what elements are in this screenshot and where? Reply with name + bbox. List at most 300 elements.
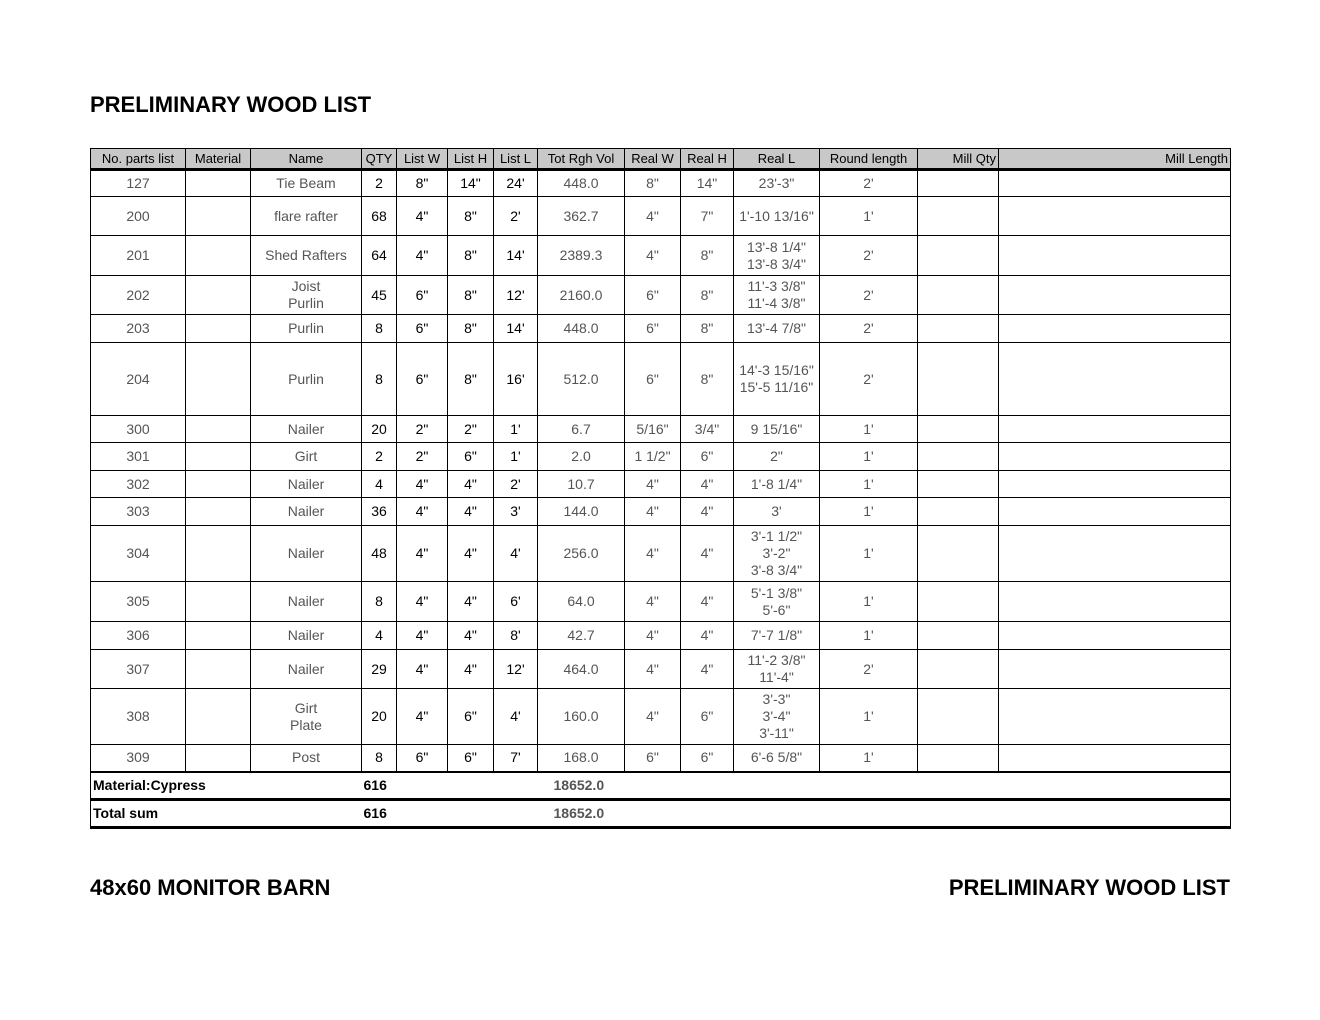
- material-cell: [186, 582, 251, 622]
- list-h-cell: 6": [448, 689, 494, 745]
- table-row: [91, 343, 1231, 416]
- part-number-cell: 301: [91, 443, 186, 471]
- table-row: [91, 622, 1231, 650]
- real-l-line: 11'-2 3/8": [747, 652, 806, 668]
- mill-qty-cell: [918, 498, 999, 526]
- round-length-cell: 1': [820, 582, 918, 622]
- real-w-cell: 4": [625, 197, 681, 236]
- mill-qty-cell: [918, 170, 999, 197]
- part-name-line: Purlin: [288, 370, 324, 387]
- mill-length-cell: [999, 276, 1231, 315]
- col-mill-length-header: Mill Length: [999, 149, 1231, 170]
- material-cell: [186, 416, 251, 443]
- round-length-cell: 2': [820, 650, 918, 689]
- tot-rgh-vol-cell: 168.0: [538, 745, 625, 772]
- part-name-cell: [251, 498, 362, 526]
- qty-cell: 4: [362, 471, 397, 498]
- real-l-line: 23'-3": [758, 175, 795, 191]
- mill-qty-cell: [918, 582, 999, 622]
- part-number-cell: 303: [91, 498, 186, 526]
- col-name-header: Name: [251, 149, 362, 170]
- real-h-cell: 6": [681, 689, 734, 745]
- material-cell: [186, 471, 251, 498]
- mill-length-cell: [999, 236, 1231, 276]
- tot-rgh-vol-cell: 362.7: [538, 197, 625, 236]
- list-h-cell: 6": [448, 745, 494, 772]
- material-summary-label: Material:Cypress: [91, 772, 362, 800]
- part-number-cell: 202: [91, 276, 186, 315]
- part-number-cell: 307: [91, 650, 186, 689]
- real-l-line: 15'-5 11/16": [739, 379, 814, 395]
- tot-rgh-vol-cell: 42.7: [538, 622, 625, 650]
- qty-cell: 4: [362, 622, 397, 650]
- real-l-cell: [734, 622, 820, 650]
- part-name-line: Tie Beam: [276, 175, 336, 191]
- list-l-cell: 4': [494, 689, 538, 745]
- mill-length-cell: [999, 343, 1231, 416]
- part-number-cell: 203: [91, 315, 186, 343]
- real-l-line: 5'-1 3/8": [750, 584, 803, 601]
- list-w-cell: 4": [397, 650, 448, 689]
- round-length-cell: 2': [820, 343, 918, 416]
- qty-cell: 48: [362, 526, 397, 582]
- part-name-line: Nailer: [287, 593, 325, 609]
- real-w-cell: 4": [625, 650, 681, 689]
- qty-cell: 8: [362, 745, 397, 772]
- part-name-line: Nailer: [287, 660, 325, 677]
- material-cell: [186, 526, 251, 582]
- real-l-cell: [734, 582, 820, 622]
- material-cell: [186, 745, 251, 772]
- real-l-line: 7'-7 1/8": [750, 627, 803, 643]
- part-name-line: Nailer: [287, 627, 325, 643]
- list-l-cell: 14': [494, 236, 538, 276]
- real-l-cell: [734, 276, 820, 315]
- list-h-cell: 6": [448, 443, 494, 471]
- part-name-line: Girt: [294, 448, 318, 464]
- tot-rgh-vol-cell: 464.0: [538, 650, 625, 689]
- real-w-cell: 4": [625, 582, 681, 622]
- part-number-cell: 204: [91, 343, 186, 416]
- mill-length-cell: [999, 315, 1231, 343]
- table-row: [91, 443, 1231, 471]
- real-h-cell: 4": [681, 526, 734, 582]
- part-name-line: Post: [291, 749, 320, 766]
- tot-rgh-vol-cell: 2160.0: [538, 276, 625, 315]
- real-l-line: 5'-6": [762, 601, 791, 618]
- part-name-cell: [251, 197, 362, 236]
- footer-project-title: 48x60 MONITOR BARN: [90, 875, 331, 900]
- round-length-cell: 2': [820, 236, 918, 276]
- col-mill-qty-header: Mill Qty: [918, 149, 999, 170]
- tot-rgh-vol-cell: 160.0: [538, 689, 625, 745]
- table-row: [91, 170, 1231, 197]
- real-w-cell: 4": [625, 622, 681, 650]
- part-name-cell: [251, 343, 362, 416]
- real-l-line: 11'-4": [759, 669, 794, 685]
- list-h-cell: 8": [448, 197, 494, 236]
- mill-qty-cell: [918, 276, 999, 315]
- real-l-line: 9 15/16": [750, 420, 803, 437]
- material-cell: [186, 236, 251, 276]
- part-name-cell: [251, 276, 362, 315]
- real-l-line: 3'-1 1/2": [750, 528, 803, 544]
- total-summary-row: [91, 799, 1231, 827]
- real-h-cell: 4": [681, 498, 734, 526]
- list-l-cell: 4': [494, 526, 538, 582]
- round-length-cell: 1': [820, 526, 918, 582]
- tot-rgh-vol-cell: 64.0: [538, 582, 625, 622]
- real-h-cell: 8": [681, 343, 734, 416]
- col-real-h-header: Real H: [681, 149, 734, 170]
- mill-length-cell: [999, 170, 1231, 197]
- real-l-line: 1'-10 13/16": [739, 207, 814, 224]
- part-name-cell: [251, 443, 362, 471]
- real-h-cell: 8": [681, 315, 734, 343]
- list-w-cell: 4": [397, 582, 448, 622]
- part-name-line: flare rafter: [274, 207, 338, 224]
- part-name-line: Joist: [291, 278, 321, 294]
- col-qty-header: QTY: [362, 149, 397, 170]
- list-h-cell: 8": [448, 315, 494, 343]
- list-h-cell: 8": [448, 236, 494, 276]
- mill-length-cell: [999, 526, 1231, 582]
- part-name-cell: [251, 650, 362, 689]
- real-l-cell: [734, 498, 820, 526]
- list-l-cell: 6': [494, 582, 538, 622]
- real-w-cell: 4": [625, 471, 681, 498]
- table-row: [91, 276, 1231, 315]
- table-row: [91, 315, 1231, 343]
- tot-rgh-vol-cell: 2389.3: [538, 236, 625, 276]
- real-h-cell: 4": [681, 582, 734, 622]
- mill-length-cell: [999, 471, 1231, 498]
- tot-rgh-vol-cell: 256.0: [538, 526, 625, 582]
- list-l-cell: 3': [494, 498, 538, 526]
- spacer: [397, 799, 538, 827]
- material-cell: [186, 650, 251, 689]
- table-row: [91, 745, 1231, 772]
- qty-cell: 68: [362, 197, 397, 236]
- part-name-line: Purlin: [288, 295, 324, 311]
- list-h-cell: 4": [448, 582, 494, 622]
- col-material-header: Material: [186, 149, 251, 170]
- qty-cell: 2: [362, 170, 397, 197]
- list-w-cell: 4": [397, 236, 448, 276]
- col-list-w-header: List W: [397, 149, 448, 170]
- real-w-cell: 6": [625, 276, 681, 315]
- qty-cell: 2: [362, 443, 397, 471]
- list-l-cell: 1': [494, 416, 538, 443]
- qty-cell: 36: [362, 498, 397, 526]
- real-l-line: 2": [770, 448, 783, 464]
- part-number-cell: 302: [91, 471, 186, 498]
- material-cell: [186, 315, 251, 343]
- qty-cell: 45: [362, 276, 397, 315]
- material-cell: [186, 197, 251, 236]
- mill-qty-cell: [918, 343, 999, 416]
- real-l-line: 1'-8 1/4": [750, 475, 803, 492]
- spacer: [625, 799, 1231, 827]
- part-number-cell: 304: [91, 526, 186, 582]
- mill-qty-cell: [918, 443, 999, 471]
- part-name-line: Girt: [294, 699, 318, 716]
- part-name-line: Plate: [290, 716, 322, 733]
- part-number-cell: 200: [91, 197, 186, 236]
- mill-length-cell: [999, 416, 1231, 443]
- tot-rgh-vol-cell: 448.0: [538, 315, 625, 343]
- qty-cell: 20: [362, 416, 397, 443]
- real-l-cell: [734, 197, 820, 236]
- col-round-header: Round length: [820, 149, 918, 170]
- real-l-line: 3'-2": [762, 545, 791, 561]
- mill-length-cell: [999, 689, 1231, 745]
- list-l-cell: 24': [494, 170, 538, 197]
- qty-cell: 29: [362, 650, 397, 689]
- part-name-cell: [251, 471, 362, 498]
- tot-rgh-vol-cell: 144.0: [538, 498, 625, 526]
- round-length-cell: 1': [820, 745, 918, 772]
- mill-qty-cell: [918, 745, 999, 772]
- list-h-cell: 4": [448, 526, 494, 582]
- table-row: [91, 236, 1231, 276]
- part-name-cell: [251, 526, 362, 582]
- list-w-cell: 8": [397, 170, 448, 197]
- mill-length-cell: [999, 622, 1231, 650]
- material-cell: [186, 276, 251, 315]
- part-name-cell: [251, 170, 362, 197]
- table-row: [91, 582, 1231, 622]
- round-length-cell: 2': [820, 276, 918, 315]
- real-w-cell: 6": [625, 745, 681, 772]
- mill-length-cell: [999, 443, 1231, 471]
- real-w-cell: 6": [625, 315, 681, 343]
- mill-length-cell: [999, 582, 1231, 622]
- list-l-cell: 8': [494, 622, 538, 650]
- mill-qty-cell: [918, 315, 999, 343]
- table-body: [91, 170, 1231, 772]
- part-name-cell: [251, 622, 362, 650]
- part-number-cell: 300: [91, 416, 186, 443]
- list-l-cell: 12': [494, 650, 538, 689]
- table-row: [91, 197, 1231, 236]
- part-name-line: Nailer: [287, 545, 325, 561]
- part-number-cell: 309: [91, 745, 186, 772]
- col-no-header: No. parts list: [91, 149, 186, 170]
- part-name-cell: [251, 745, 362, 772]
- total-summary-label: Total sum: [91, 799, 362, 827]
- real-l-line: 3': [771, 503, 782, 519]
- part-name-line: Nailer: [287, 420, 325, 437]
- mill-qty-cell: [918, 650, 999, 689]
- part-name-line: Nailer: [287, 475, 325, 492]
- real-w-cell: 4": [625, 526, 681, 582]
- col-real-l-header: Real L: [734, 149, 820, 170]
- real-w-cell: 1 1/2": [625, 443, 681, 471]
- tot-rgh-vol-cell: 512.0: [538, 343, 625, 416]
- real-l-line: 13'-8 3/4": [746, 255, 806, 272]
- qty-cell: 8: [362, 315, 397, 343]
- part-number-cell: 308: [91, 689, 186, 745]
- table-header-row: [91, 149, 1231, 170]
- round-length-cell: 1': [820, 689, 918, 745]
- real-l-cell: [734, 315, 820, 343]
- real-l-line: 3'-4": [762, 708, 791, 724]
- mill-qty-cell: [918, 622, 999, 650]
- real-w-cell: 5/16": [625, 416, 681, 443]
- material-cell: [186, 689, 251, 745]
- real-h-cell: 7": [681, 197, 734, 236]
- col-vol-header: Tot Rgh Vol: [538, 149, 625, 170]
- material-summary-row: [91, 772, 1231, 800]
- real-h-cell: 6": [681, 443, 734, 471]
- part-name-line: Shed Rafters: [265, 247, 347, 263]
- real-l-cell: [734, 443, 820, 471]
- part-name-cell: [251, 236, 362, 276]
- real-h-cell: 4": [681, 471, 734, 498]
- qty-cell: 20: [362, 689, 397, 745]
- list-w-cell: 6": [397, 315, 448, 343]
- real-l-line: 13'-8 1/4": [746, 238, 806, 255]
- list-l-cell: 14': [494, 315, 538, 343]
- real-l-line: 6'-6 5/8": [750, 749, 803, 766]
- table-row: [91, 689, 1231, 745]
- list-w-cell: 2": [397, 443, 448, 471]
- footer-list-title: PRELIMINARY WOOD LIST: [948, 875, 1230, 900]
- real-h-cell: 14": [681, 170, 734, 197]
- total-summary-vol: 18652.0: [538, 799, 625, 827]
- table-row: [91, 416, 1231, 443]
- mill-qty-cell: [918, 689, 999, 745]
- round-length-cell: 1': [820, 471, 918, 498]
- table-row: [91, 498, 1231, 526]
- mill-qty-cell: [918, 416, 999, 443]
- list-w-cell: 6": [397, 745, 448, 772]
- real-h-cell: 6": [681, 745, 734, 772]
- list-l-cell: 2': [494, 197, 538, 236]
- tot-rgh-vol-cell: 2.0: [538, 443, 625, 471]
- real-l-line: 11'-3 3/8": [747, 278, 806, 294]
- real-l-line: 3'-3": [762, 691, 791, 707]
- table-row: [91, 650, 1231, 689]
- qty-cell: 8: [362, 343, 397, 416]
- material-cell: [186, 170, 251, 197]
- tot-rgh-vol-cell: 448.0: [538, 170, 625, 197]
- col-list-l-header: List L: [494, 149, 538, 170]
- mill-length-cell: [999, 650, 1231, 689]
- list-h-cell: 8": [448, 343, 494, 416]
- part-number-cell: 201: [91, 236, 186, 276]
- mill-qty-cell: [918, 526, 999, 582]
- real-l-line: 11'-4 3/8": [747, 295, 806, 311]
- tot-rgh-vol-cell: 10.7: [538, 471, 625, 498]
- round-length-cell: 1': [820, 197, 918, 236]
- round-length-cell: 1': [820, 416, 918, 443]
- real-h-cell: 8": [681, 236, 734, 276]
- material-cell: [186, 622, 251, 650]
- part-name-cell: [251, 416, 362, 443]
- material-cell: [186, 443, 251, 471]
- list-h-cell: 2": [448, 416, 494, 443]
- part-number-cell: 127: [91, 170, 186, 197]
- spacer: [625, 772, 1231, 800]
- list-h-cell: 4": [448, 622, 494, 650]
- part-name-cell: [251, 582, 362, 622]
- real-l-cell: [734, 471, 820, 498]
- material-summary-vol: 18652.0: [538, 772, 625, 800]
- list-l-cell: 12': [494, 276, 538, 315]
- list-w-cell: 4": [397, 471, 448, 498]
- real-h-cell: 3/4": [681, 416, 734, 443]
- real-l-cell: [734, 689, 820, 745]
- list-w-cell: 4": [397, 622, 448, 650]
- part-name-cell: [251, 315, 362, 343]
- real-l-cell: [734, 650, 820, 689]
- list-w-cell: 4": [397, 526, 448, 582]
- real-w-cell: 4": [625, 236, 681, 276]
- real-w-cell: 4": [625, 498, 681, 526]
- real-l-cell: [734, 236, 820, 276]
- material-cell: [186, 498, 251, 526]
- list-h-cell: 8": [448, 276, 494, 315]
- real-h-cell: 4": [681, 650, 734, 689]
- real-l-cell: [734, 745, 820, 772]
- list-h-cell: 4": [448, 498, 494, 526]
- mill-length-cell: [999, 498, 1231, 526]
- page-title: PRELIMINARY WOOD LIST: [90, 92, 372, 117]
- part-name-line: Purlin: [288, 320, 324, 336]
- spacer: [397, 772, 538, 800]
- real-l-cell: [734, 416, 820, 443]
- round-length-cell: 1': [820, 498, 918, 526]
- round-length-cell: 1': [820, 443, 918, 471]
- real-l-line: 3'-11": [759, 725, 794, 741]
- real-w-cell: 4": [625, 689, 681, 745]
- list-w-cell: 4": [397, 689, 448, 745]
- real-w-cell: 6": [625, 343, 681, 416]
- list-w-cell: 6": [397, 343, 448, 416]
- part-name-cell: [251, 689, 362, 745]
- round-length-cell: 2': [820, 315, 918, 343]
- real-l-cell: [734, 343, 820, 416]
- material-summary-qty: 616: [362, 772, 397, 800]
- real-h-cell: 4": [681, 622, 734, 650]
- real-l-line: 3'-8 3/4": [750, 562, 803, 578]
- list-w-cell: 4": [397, 197, 448, 236]
- tot-rgh-vol-cell: 6.7: [538, 416, 625, 443]
- list-w-cell: 4": [397, 498, 448, 526]
- mill-qty-cell: [918, 236, 999, 276]
- list-w-cell: 2": [397, 416, 448, 443]
- material-cell: [186, 343, 251, 416]
- real-l-cell: [734, 170, 820, 197]
- round-length-cell: 2': [820, 170, 918, 197]
- list-w-cell: 6": [397, 276, 448, 315]
- real-l-line: 13'-4 7/8": [746, 320, 806, 336]
- real-l-cell: [734, 526, 820, 582]
- list-h-cell: 4": [448, 471, 494, 498]
- col-real-w-header: Real W: [625, 149, 681, 170]
- mill-length-cell: [999, 745, 1231, 772]
- real-h-cell: 8": [681, 276, 734, 315]
- real-l-line: 14'-3 15/16": [739, 362, 814, 378]
- table-row: [91, 526, 1231, 582]
- list-l-cell: 7': [494, 745, 538, 772]
- wood-list-table: [90, 148, 1231, 829]
- qty-cell: 64: [362, 236, 397, 276]
- col-list-h-header: List H: [448, 149, 494, 170]
- list-l-cell: 16': [494, 343, 538, 416]
